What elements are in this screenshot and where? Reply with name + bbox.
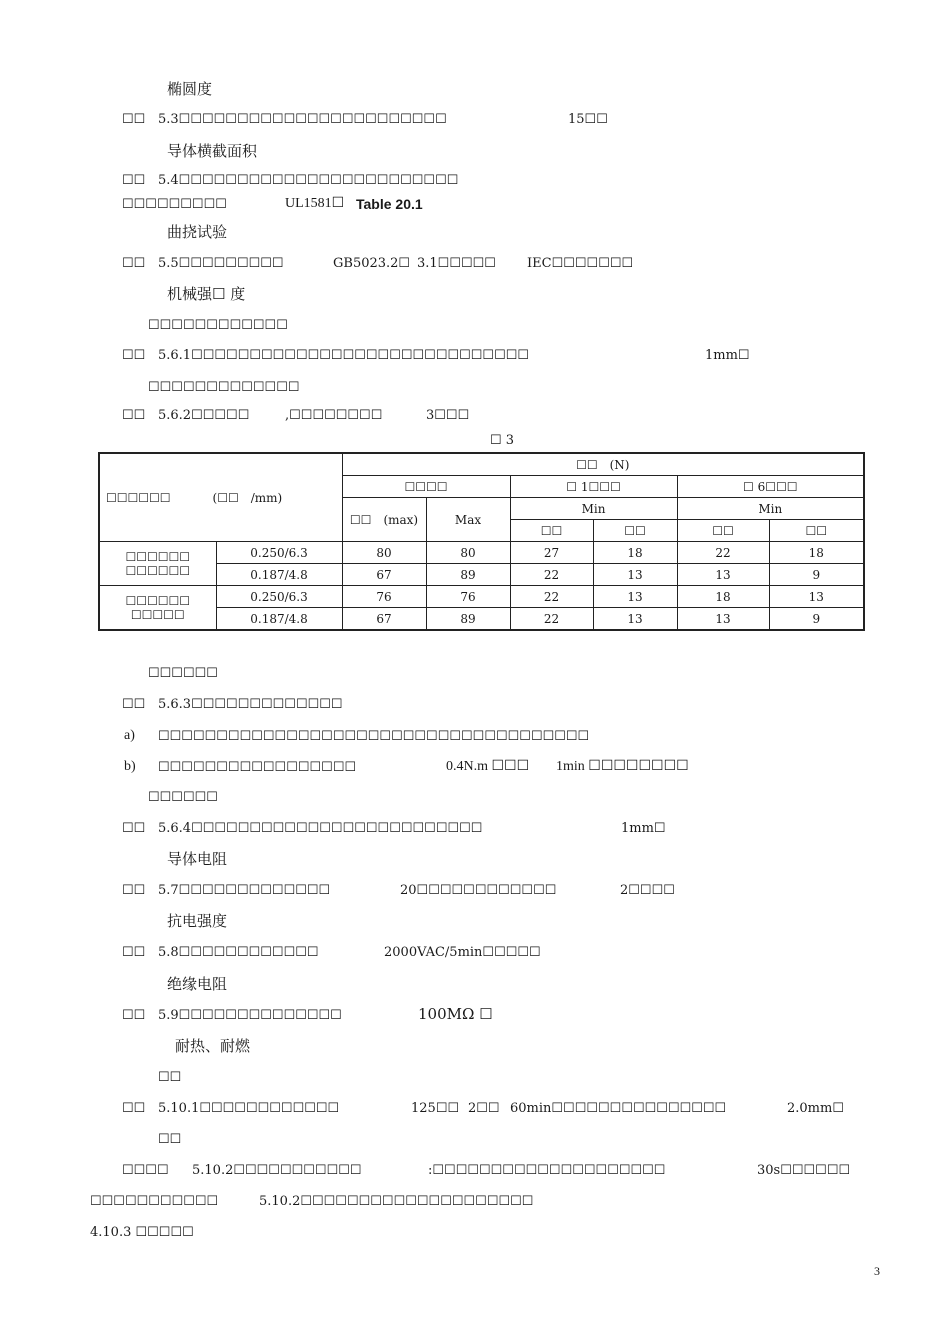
value-cell: 76 (426, 586, 510, 608)
clause-prefix: ☐☐ (122, 173, 146, 188)
header-b1: ☐☐ (510, 520, 593, 542)
value-cell: 67 (342, 564, 426, 586)
value-cell: 13 (769, 586, 864, 608)
clause-5-6-3: 5.6.3☐☐☐☐☐☐☐☐☐☐☐☐☐ (158, 697, 343, 712)
clause-5-3-value: 15☐☐ (568, 112, 608, 127)
header-terminal: ☐☐☐☐☐☐ (106, 490, 171, 505)
clause-5-4: 5.4☐☐☐☐☐☐☐☐☐☐☐☐☐☐☐☐☐☐☐☐☐☐☐☐ (158, 173, 459, 188)
value-cell: 13 (593, 564, 677, 586)
item-b-time: 1min ☐☐☐☐☐☐☐☐ (556, 759, 689, 774)
item-b-text: ☐☐☐☐☐☐☐☐☐☐☐☐☐☐☐☐☐ (158, 760, 357, 775)
subheading: ☐☐☐☐☐☐☐☐☐☐☐☐ (148, 318, 288, 333)
clause-5-10-1: 5.10.1☐☐☐☐☐☐☐☐☐☐☐☐ (158, 1101, 340, 1116)
clause-5-10-2: 5.10.2☐☐☐☐☐☐☐☐☐☐☐ (192, 1163, 362, 1178)
size-cell: 0.187/4.8 (216, 608, 342, 631)
header-force: ☐☐ (N) (342, 453, 864, 476)
clause-5-10-2-b: :☐☐☐☐☐☐☐☐☐☐☐☐☐☐☐☐☐☐☐☐ (428, 1163, 666, 1178)
clause-5-7-b: 20☐☐☐☐☐☐☐☐☐☐☐☐ (400, 883, 557, 898)
clause-prefix: ☐☐ (122, 697, 146, 712)
heading-conductor-resistance: 导体电阻 (167, 850, 228, 868)
clause-5-6-1: 5.6.1☐☐☐☐☐☐☐☐☐☐☐☐☐☐☐☐☐☐☐☐☐☐☐☐☐☐☐☐☐ (158, 348, 530, 363)
item-a-text: ☐☐☐☐☐☐☐☐☐☐☐☐☐☐☐☐☐☐☐☐☐☐☐☐☐☐☐☐☐☐☐☐☐☐☐☐☐ (158, 729, 590, 744)
group-name-line: ☐☐☐☐☐☐ (125, 563, 191, 578)
header-a1: ☐☐ (max) (342, 498, 426, 542)
clause-prefix: ☐☐ (122, 945, 146, 960)
clause-5-7: 5.7☐☐☐☐☐☐☐☐☐☐☐☐☐ (158, 883, 331, 898)
size-cell: 0.250/6.3 (216, 542, 342, 564)
clause-prefix: ☐☐ (122, 348, 146, 363)
clause-prefix: ☐☐ (122, 1008, 146, 1023)
value-cell: 22 (677, 542, 769, 564)
clause-ref: 3.1☐☐☐☐☐ (417, 256, 496, 271)
value-cell: 13 (593, 608, 677, 631)
clause-5-10-1-value: 2.0mm☐ (787, 1101, 844, 1116)
subheading: ☐☐☐☐☐☐ (148, 666, 218, 681)
iec-ref: IEC☐☐☐☐☐☐☐ (527, 256, 634, 271)
standard-ref: UL1581☐ (285, 196, 345, 211)
clause-prefix: ☐☐ (122, 1101, 146, 1116)
clause-5-10-1-b: 2☐☐ (468, 1101, 500, 1116)
value-cell: 22 (510, 608, 593, 631)
heading-mechanical-strength: 机械强☐ 度 (167, 285, 246, 303)
header-unit: (☐☐ /mm) (212, 490, 283, 505)
clause-prefix: ☐☐☐☐ (122, 1163, 169, 1178)
header-a2: Max (426, 498, 510, 542)
subheading: ☐☐☐☐☐☐ (148, 790, 218, 805)
header-terminal-size (99, 453, 342, 542)
header-group-a: ☐☐☐☐ (342, 476, 510, 498)
force-table (98, 452, 865, 631)
table-caption: ☐ 3 (490, 433, 515, 448)
group-name-line: ☐☐☐☐☐☐ (125, 549, 191, 564)
header-c1: ☐☐ (677, 520, 769, 542)
header-c2: ☐☐ (769, 520, 864, 542)
clause-5-6-1-value: 1mm☐ (705, 348, 750, 363)
value-cell: 22 (510, 564, 593, 586)
value-cell: 67 (342, 608, 426, 631)
item-b-label: b) (124, 759, 136, 774)
subheading: ☐☐☐☐☐☐☐☐☐☐☐☐☐ (148, 380, 300, 395)
value-cell: 13 (593, 586, 677, 608)
clause-5-10-2-cont: ☐☐☐☐☐☐☐☐☐☐☐ (90, 1194, 219, 1209)
section-4-10-3: 4.10.3 ☐☐☐☐☐ (90, 1225, 194, 1240)
group-name-line: ☐☐☐☐☐☐ (125, 593, 191, 608)
value-cell: 27 (510, 542, 593, 564)
clause-5-9-value: 100MΩ ☐ (418, 1005, 493, 1023)
clause-5-6-2-b: ,☐☐☐☐☐☐☐☐ (285, 408, 383, 423)
group-name (99, 586, 216, 631)
group-name-line: ☐☐☐☐☐ (130, 607, 185, 622)
clause-5-5: 5.5☐☐☐☐☐☐☐☐☐ (158, 256, 284, 271)
subheading: ☐☐ (158, 1070, 182, 1085)
table-row (99, 586, 864, 608)
size-cell: 0.250/6.3 (216, 586, 342, 608)
clause-prefix: ☐☐ (122, 821, 146, 836)
heading-insulation-resistance: 绝缘电阻 (167, 975, 228, 993)
value-cell: 13 (677, 608, 769, 631)
size-cell: 0.187/4.8 (216, 564, 342, 586)
value-cell: 80 (342, 542, 426, 564)
item-a-label: a) (124, 728, 135, 743)
clause-5-10-1-temp: 125☐☐ (411, 1101, 460, 1116)
heading-ovality: 椭圆度 (167, 80, 213, 98)
clause-5-6-2-c: 3☐☐☐ (426, 408, 470, 423)
table-row (99, 542, 864, 564)
clause-prefix: ☐☐ (122, 408, 146, 423)
value-cell: 18 (677, 586, 769, 608)
value-cell: 9 (769, 608, 864, 631)
page-number: 3 (874, 1264, 880, 1278)
header-group-b: ☐ 1☐☐☐ (510, 476, 677, 498)
clause-5-4-cont: ☐☐☐☐☐☐☐☐☐ (122, 197, 227, 212)
clause-5-3: 5.3☐☐☐☐☐☐☐☐☐☐☐☐☐☐☐☐☐☐☐☐☐☐☐ (158, 112, 447, 127)
clause-5-7-c: 2☐☐☐☐ (620, 883, 675, 898)
clause-5-6-4: 5.6.4☐☐☐☐☐☐☐☐☐☐☐☐☐☐☐☐☐☐☐☐☐☐☐☐☐ (158, 821, 483, 836)
value-cell: 18 (593, 542, 677, 564)
gb-ref: GB5023.2☐ (333, 256, 411, 271)
clause-5-10-2-time: 30s☐☐☐☐☐☐ (757, 1163, 851, 1178)
table-ref: Table 20.1 (356, 196, 423, 212)
value-cell: 89 (426, 608, 510, 631)
value-cell: 18 (769, 542, 864, 564)
clause-prefix: ☐☐ (122, 256, 146, 271)
clause-5-6-2: 5.6.2☐☐☐☐☐ (158, 408, 250, 423)
group-name (99, 542, 216, 586)
value-cell: 9 (769, 564, 864, 586)
heading-heat-flame: 耐热、耐燃 (175, 1037, 251, 1055)
heading-dielectric-strength: 抗电强度 (167, 912, 228, 930)
clause-5-6-4-value: 1mm☐ (621, 821, 666, 836)
header-b-min: Min (510, 498, 677, 520)
clause-prefix: ☐☐ (122, 112, 146, 127)
value-cell: 89 (426, 564, 510, 586)
clause-5-8-value: 2000VAC/5min☐☐☐☐☐ (384, 945, 541, 960)
clause-5-9: 5.9☐☐☐☐☐☐☐☐☐☐☐☐☐☐ (158, 1008, 342, 1023)
item-b-torque: 0.4N.m ☐☐☐ (446, 759, 530, 774)
clause-prefix: ☐☐ (122, 883, 146, 898)
value-cell: 22 (510, 586, 593, 608)
header-group-c: ☐ 6☐☐☐ (677, 476, 864, 498)
subheading: ☐☐ (158, 1132, 182, 1147)
value-cell: 13 (677, 564, 769, 586)
value-cell: 76 (342, 586, 426, 608)
value-cell: 80 (426, 542, 510, 564)
header-c-min: Min (677, 498, 864, 520)
heading-flex-test: 曲挠试验 (167, 223, 228, 241)
clause-5-10-2-ref: 5.10.2☐☐☐☐☐☐☐☐☐☐☐☐☐☐☐☐☐☐☐☐ (259, 1194, 534, 1209)
clause-5-8: 5.8☐☐☐☐☐☐☐☐☐☐☐☐ (158, 945, 319, 960)
heading-cross-section: 导体横截面积 (167, 142, 258, 160)
clause-5-10-1-time: 60min☐☐☐☐☐☐☐☐☐☐☐☐☐☐☐ (510, 1101, 727, 1116)
header-b2: ☐☐ (593, 520, 677, 542)
